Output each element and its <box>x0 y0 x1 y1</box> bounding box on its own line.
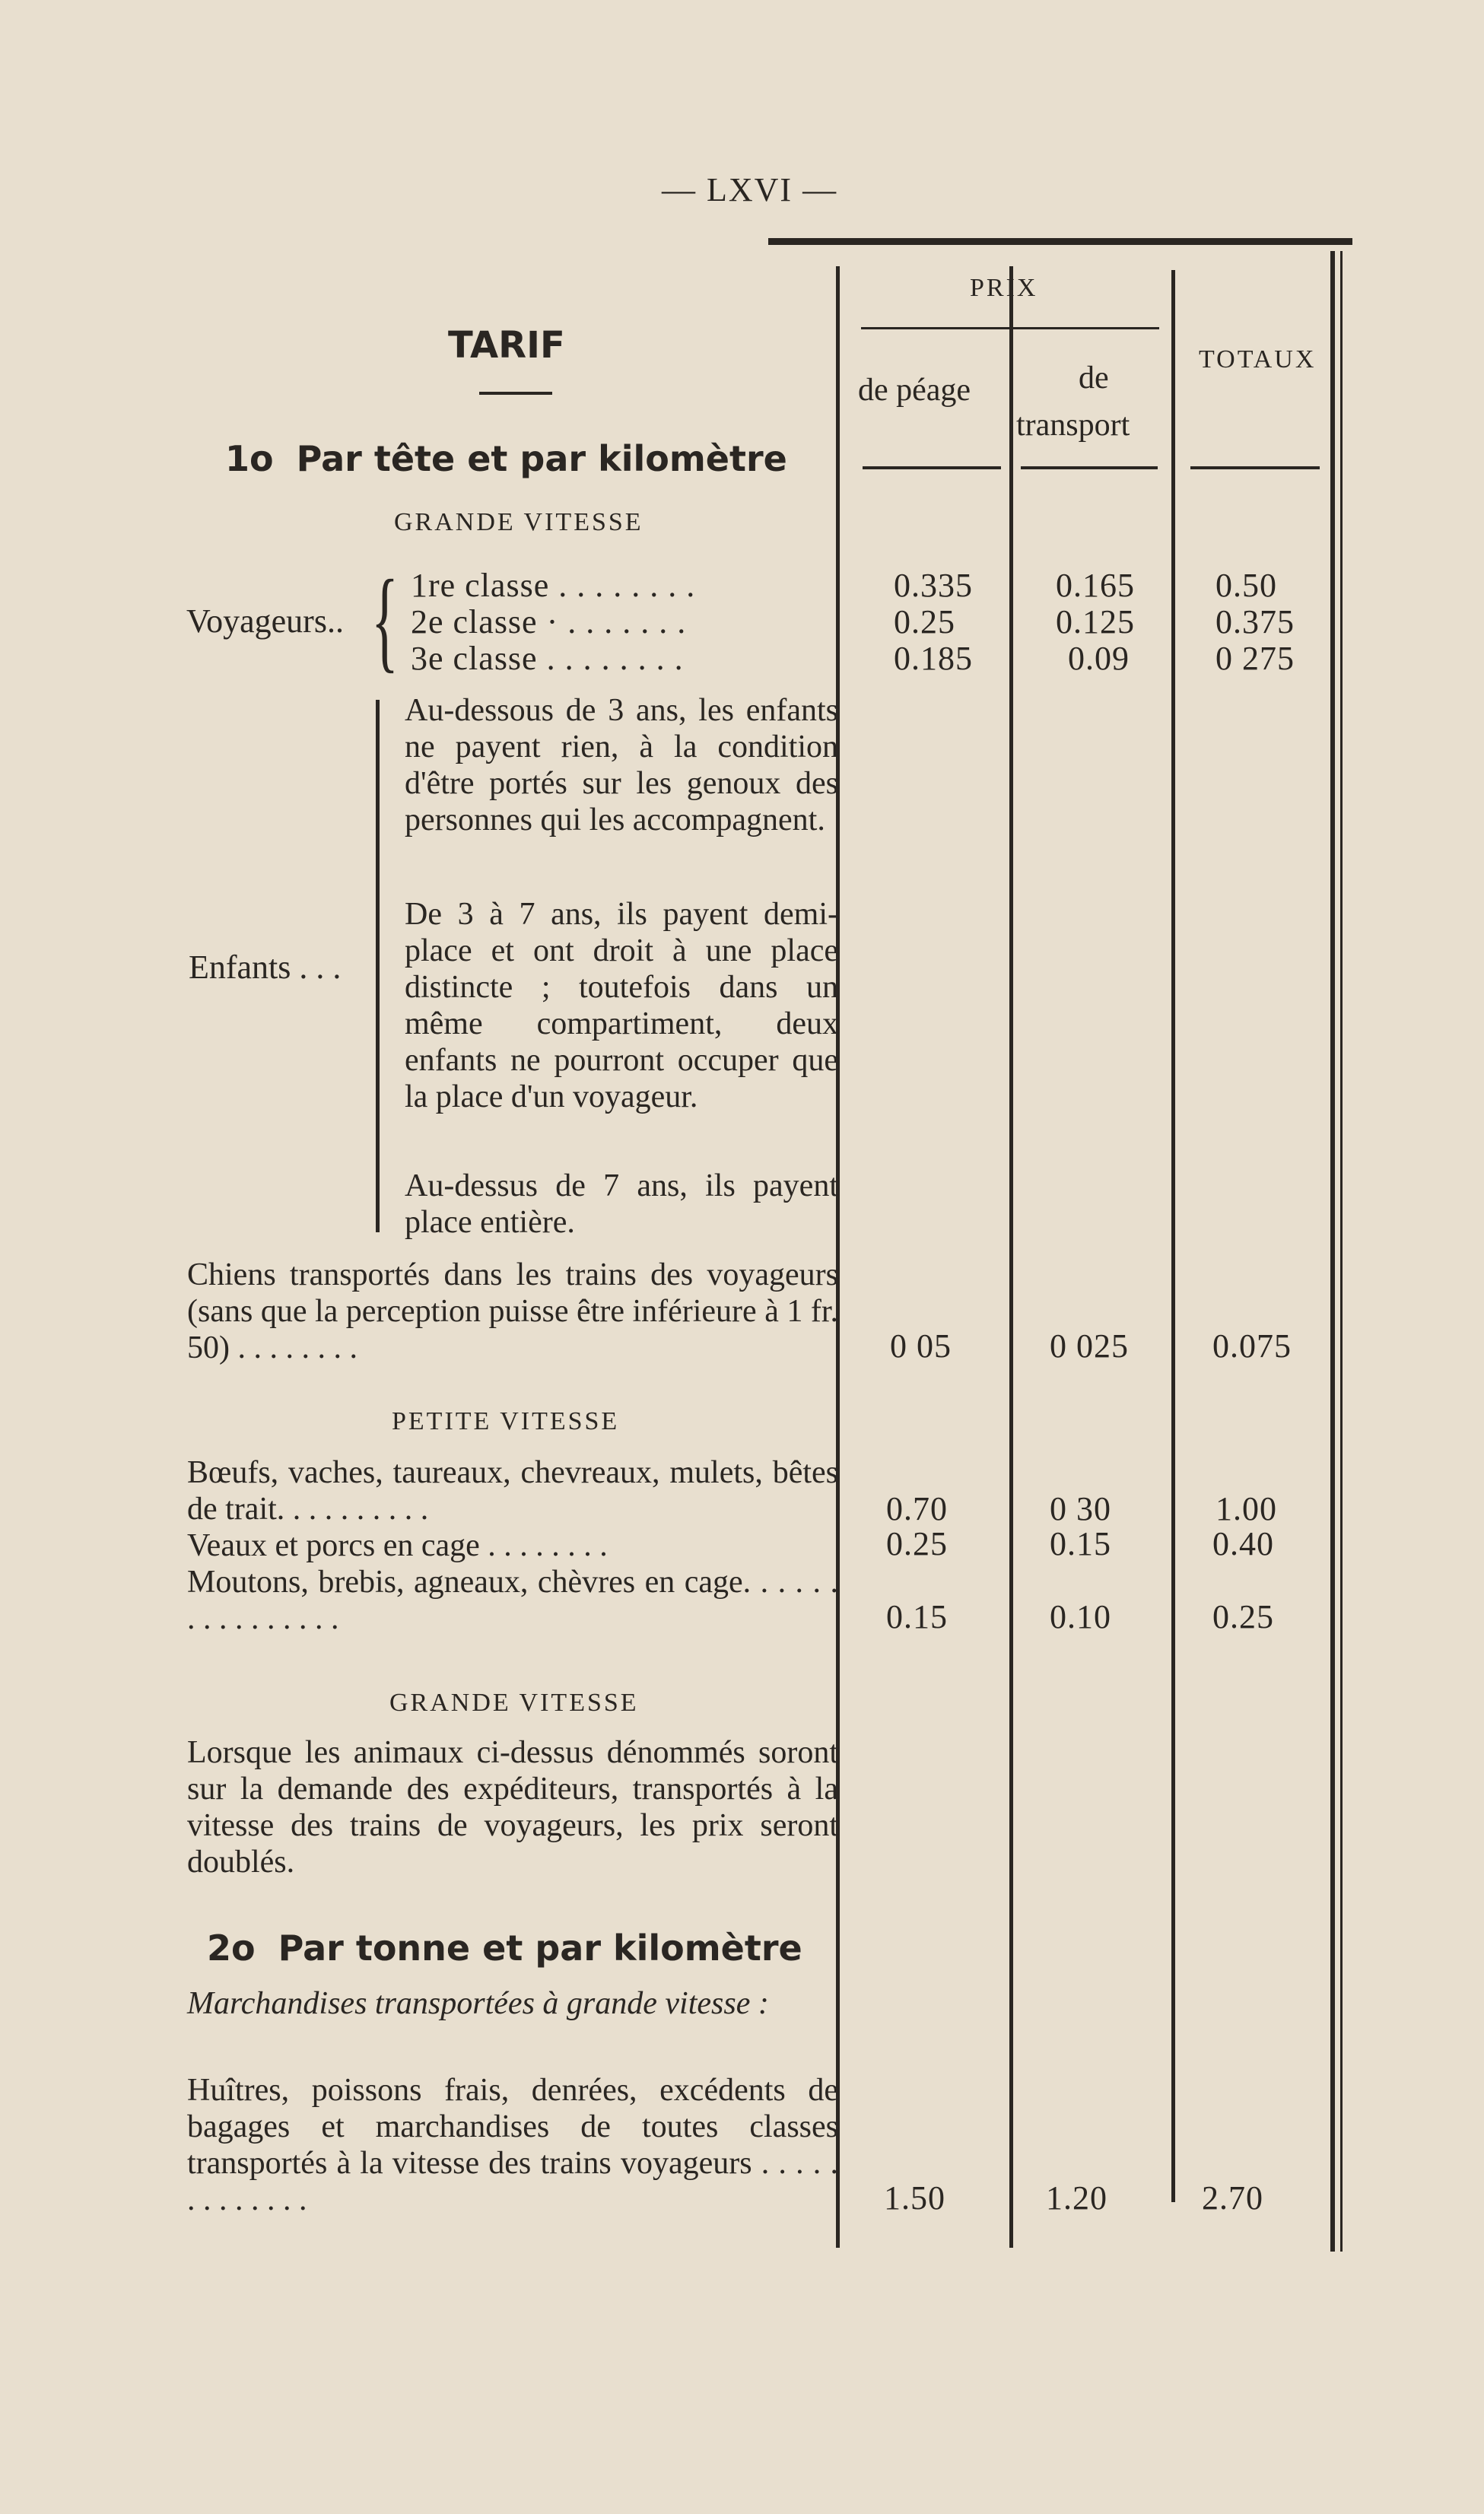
class-1-total: 0.50 <box>1215 567 1277 604</box>
animal-3-total: 0.25 <box>1212 1598 1274 1635</box>
header-transport: transport <box>1016 408 1130 443</box>
chiens-total: 0.075 <box>1212 1327 1292 1365</box>
enfants-text-3: Au-dessus de 7 ans, ils payent place entière. <box>405 1168 838 1240</box>
section2-peage: 1.50 <box>884 2179 945 2217</box>
header-transport-de: de <box>1079 361 1109 396</box>
voyageurs-label: Voyageurs.. <box>186 602 344 640</box>
chiens-peage: 0 05 <box>890 1327 952 1365</box>
section2-total: 2.70 <box>1202 2179 1263 2217</box>
enfants-brace <box>376 700 390 1232</box>
section2-heading <box>207 1928 802 1969</box>
table-right-border <box>1330 251 1335 2252</box>
section1-number: 1o <box>225 438 274 479</box>
class-1-label: 1re classe . . . . . . . . <box>411 567 696 604</box>
animal-3-text: Moutons, brebis, agneaux, chèvres en cage. . . . . . . . . . . . . . . . <box>187 1565 838 1636</box>
animal-1-text: Bœufs, vaches, taureaux, chevreaux, mulets, bêtes de trait. . . . . . . . . . <box>187 1455 838 1527</box>
class-2-label: 2e classe · . . . . . . . <box>411 603 687 640</box>
header-peage: de péage <box>858 373 971 408</box>
grande-vitesse-label: GRANDE VITESSE <box>394 508 643 536</box>
section1-title: Par tête et par kilomètre <box>296 438 787 479</box>
col-divider-2 <box>1009 266 1013 2248</box>
animal-2-peage: 0.25 <box>886 1525 948 1562</box>
header-rule-totaux <box>1190 466 1320 469</box>
petite-vitesse-label: PETITE VITESSE <box>392 1407 620 1435</box>
enfants-text-2: De 3 à 7 ans, ils payent demi-place et ont droit à une place distincte ; toutefois dans un même compartiment, deux enfants ne pourront occuper que la place d'un voyageur. <box>405 897 838 1114</box>
class-3-peage: 0.185 <box>894 640 973 677</box>
page-title: TARIF <box>448 324 565 367</box>
class-3-label: 3e classe . . . . . . . . <box>411 640 684 677</box>
voyageurs-brace: { <box>371 557 399 683</box>
chiens-text: Chiens transportés dans les trains des voyageurs (sans que la perception puisse être inférieure à 1 fr. 50) . . . . . . . . <box>187 1257 838 1365</box>
enfants-label: Enfants . . . <box>189 949 342 986</box>
animal-1-total: 1.00 <box>1215 1490 1277 1527</box>
class-2-transport: 0.125 <box>1056 603 1135 640</box>
header-totaux: TOTAUX <box>1199 345 1317 373</box>
class-2-peage: 0.25 <box>894 603 955 640</box>
doubling-text: Lorsque les animaux ci-dessus dénommés soront sur la demande des expéditeurs, transportés à la vitesse des trains de voyageurs, les prix seront doublés. <box>187 1735 838 1880</box>
section2-text: Huîtres, poissons frais, denrées, excédents de bagages et marchandises de toutes classes transportés à la vitesse des trains voyageurs . . . . . . . . . . . . . <box>187 2073 838 2217</box>
animal-3-transport: 0.10 <box>1050 1598 1111 1635</box>
class-1-transport: 0.165 <box>1056 567 1135 604</box>
animal-1-transport: 0 30 <box>1050 1490 1111 1527</box>
col-divider-3 <box>1171 270 1175 2202</box>
header-rule-peage <box>863 466 1001 469</box>
header-rule-transport <box>1021 466 1158 469</box>
title-rule <box>479 392 552 395</box>
animal-1-peage: 0.70 <box>886 1490 948 1527</box>
enfants-text-1: Au-dessous de 3 ans, les enfants ne payent rien, à la condition d'être portés sur les genoux des personnes qui les accompagnent. <box>405 693 838 837</box>
section2-title: Par tonne et par kilomètre <box>278 1928 802 1969</box>
grande-vitesse-label-2: GRANDE VITESSE <box>389 1689 639 1717</box>
header-prix: PRIX <box>970 274 1038 302</box>
class-1-peage: 0.335 <box>894 567 973 604</box>
class-3-transport: 0.09 <box>1068 640 1130 677</box>
table-right-border-outer <box>1340 251 1343 2252</box>
section2-subheading: Marchandises transportées à grande vitesse : <box>187 1986 769 2021</box>
animal-3-peage: 0.15 <box>886 1598 948 1635</box>
prix-brace <box>861 327 1159 329</box>
class-2-total: 0.375 <box>1215 603 1295 640</box>
section2-number: 2o <box>207 1928 256 1969</box>
table-top-rule <box>768 238 1352 245</box>
animal-2-transport: 0.15 <box>1050 1525 1111 1562</box>
section1-heading <box>225 438 787 479</box>
animal-2-text: Veaux et porcs en cage . . . . . . . . <box>187 1528 608 1563</box>
page-number: — LXVI — <box>662 171 838 208</box>
section2-transport: 1.20 <box>1046 2179 1107 2217</box>
chiens-transport: 0 025 <box>1050 1327 1129 1365</box>
animal-2-total: 0.40 <box>1212 1525 1274 1562</box>
class-3-total: 0 275 <box>1215 640 1295 677</box>
